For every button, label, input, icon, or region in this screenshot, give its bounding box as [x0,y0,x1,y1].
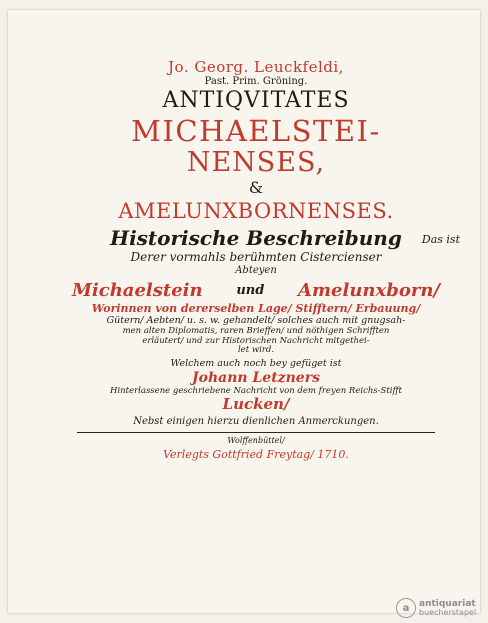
place-amelunxborn: Amelunxborn/ [298,280,440,302]
antiquariat-logo-icon: a [396,598,416,618]
publisher-line: Verlegts Gottfried Freytag/ 1710. [163,447,349,461]
ampersand: & [248,178,264,198]
watermark-line-2: buecherstapel [419,607,477,617]
author-title: Past. Prim. Gröning. [204,75,308,87]
title-line-1: ANTIQVITATES [162,88,350,114]
title-line-2: MICHAELSTEI- [131,114,381,149]
welchem-line: Welchem auch noch bey gefüget ist [170,358,342,370]
johann-letzner: Johann Letzners [192,370,320,387]
und-word: und [236,283,265,299]
book-cover [8,10,480,613]
hinterlassene-line: Hinterlassene geschriebene Nachricht von dem freyen Reichs-Stifft [110,386,402,396]
author-name: Jo. Georg. Leuckfeldi, [168,58,344,76]
places-line [70,280,442,301]
publication-place: Wolffenbüttel/ [227,436,285,446]
watermark-text [419,600,476,617]
subtitle-3: Abteyen [235,264,277,276]
antiquariat-watermark [396,597,480,619]
nebst-line: Nebst einigen hierzu dienlichen Anmerckungen. [133,415,379,427]
body-line-2: Gütern/ Aebten/ u. s. w. gehandelt/ solches auch mit gnugsah- [106,314,406,326]
place-michaelstein: Michaelstein [72,280,203,302]
title-line-4: AMELUNXBORNENSES. [118,198,394,223]
body-line-5: let wird. [237,345,275,356]
title-line-3: NENSES, [186,146,326,178]
body-line-3: men alten Diplomatis, raren Brieffen/ und nöthigen Schrifften [122,325,390,336]
das-ist: Das ist [421,233,460,246]
body-line-1: Worinnen von dererselben Lage/ Stifftern/ Erbauung/ [91,302,421,316]
title-page [70,58,460,461]
watermark-line-1: antiquariat [419,598,476,609]
lucken-line: Lucken/ [222,394,290,413]
body-line-4: erläutert/ und zur Historischen Nachricht mitgethei- [142,335,370,346]
subtitle-1: Historische Beschreibung [110,225,402,250]
divider-rule [77,432,434,433]
subtitle-2: Derer vormahls berühmten Cistercienser [130,249,382,264]
